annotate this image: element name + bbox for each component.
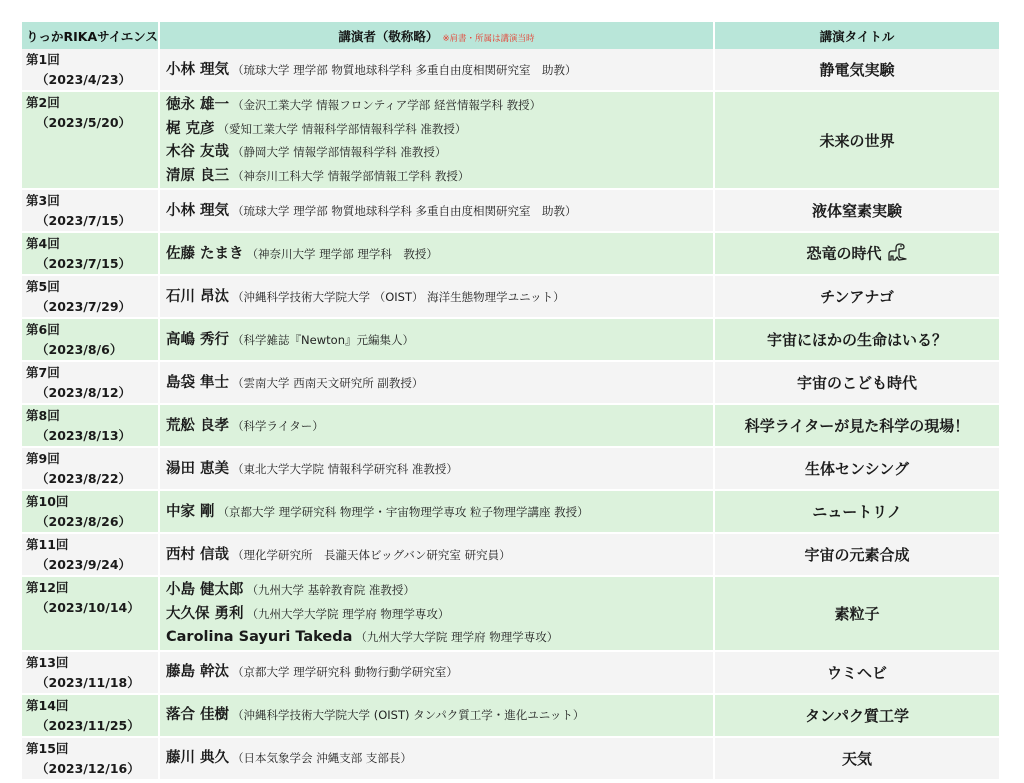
- session-date: （2023/7/15）: [36, 213, 132, 228]
- speaker-affiliation: （金沢工業大学 情報フロンティア学部 経営情報学科 教授）: [232, 98, 542, 112]
- speaker-name: 湯田 恵美: [166, 460, 230, 477]
- lecture-title-cell: [715, 190, 999, 233]
- session-number: 第7回: [26, 365, 60, 380]
- lecture-title: 未来の世界: [819, 131, 895, 150]
- speaker-name: 高嶋 秀行: [166, 331, 230, 348]
- session-date: （2023/12/16）: [36, 760, 140, 776]
- session-date: （2023/5/20）: [36, 115, 132, 130]
- speaker-entry: [166, 242, 713, 266]
- lecture-title-cell: [715, 233, 999, 276]
- session-number: 第9回: [26, 451, 60, 466]
- lecture-title-cell: [715, 491, 999, 534]
- speaker-affiliation: （九州大学大学院 理学府 物理学専攻）: [355, 630, 559, 644]
- lecture-title-cell: [715, 276, 999, 319]
- session-cell: [22, 577, 160, 652]
- session-date: （2023/10/14）: [36, 600, 140, 615]
- session-number: 第8回: [26, 408, 60, 423]
- speakers-cell: [160, 233, 715, 276]
- speaker-affiliation: （琉球大学 理学部 物質地球科学科 多重自由度相関研究室 助教）: [232, 203, 577, 218]
- speaker-name: 木谷 友哉: [166, 144, 230, 160]
- table-row: [22, 233, 999, 276]
- session-number: 第12回: [26, 580, 69, 595]
- speaker-entry: [166, 625, 713, 649]
- lecture-title: チンアナゴ: [820, 288, 894, 306]
- session-cell: [22, 362, 160, 405]
- speaker-affiliation: （静岡大学 情報学部情報科学科 准教授）: [232, 145, 447, 159]
- session-date: （2023/8/12）: [36, 385, 132, 400]
- speaker-name: 中家 剛: [166, 503, 215, 520]
- speaker-name: 大久保 勇利: [166, 605, 244, 622]
- table-row: [22, 491, 999, 534]
- speaker-affiliation: （琉球大学 理学部 物質地球科学科 多重自由度相関研究室 助教）: [232, 62, 577, 77]
- session-cell: [22, 695, 160, 738]
- lecture-title-cell: [715, 319, 999, 362]
- session-cell: [22, 652, 160, 695]
- session-cell: [22, 276, 160, 319]
- lecture-title: 宇宙のこども時代: [796, 374, 917, 392]
- lecture-title: 宇宙の元素合成: [804, 546, 910, 564]
- session-date: （2023/8/13）: [36, 428, 132, 443]
- lecture-title: 科学ライターが見た科学の現場！: [744, 417, 970, 435]
- speaker-affiliation: （科学雑誌『Newton』元編集人）: [232, 332, 414, 347]
- lecture-title-cell: [715, 405, 999, 448]
- speakers-cell: [160, 652, 715, 695]
- lecture-title: 生体センシング: [805, 460, 909, 478]
- speaker-entry: [166, 58, 713, 82]
- speaker-name: 島袋 隼士: [166, 374, 230, 391]
- session-number: 第13回: [26, 654, 69, 670]
- lecture-title: 静電気実験: [819, 61, 895, 79]
- speaker-affiliation: （神奈川大学 理学部 理学科 教授）: [246, 246, 438, 261]
- speaker-name: 清原 良三: [166, 167, 230, 184]
- session-cell: [22, 92, 160, 190]
- speaker-affiliation: （日本気象学会 沖縄支部 支部長）: [232, 751, 412, 766]
- table-row: [22, 190, 999, 233]
- session-number: 第14回: [26, 697, 69, 713]
- session-cell: [22, 49, 160, 92]
- speaker-affiliation: （沖縄科学技術大学院大学 （OIST） 海洋生態物理学ユニット）: [232, 289, 565, 304]
- speaker-name: 梶 克彦: [166, 120, 215, 137]
- table-row: [22, 92, 999, 190]
- session-number: 第1回: [26, 52, 60, 67]
- speakers-cell: [160, 92, 715, 190]
- table-row: [22, 738, 999, 781]
- speaker-affiliation: （科学ライター）: [232, 418, 324, 433]
- lecture-title-cell: [715, 695, 999, 738]
- header-title: 講演タイトル: [715, 22, 999, 49]
- lecture-title: 液体窒素実験: [811, 202, 902, 220]
- speaker-affiliation: （沖縄科学技術大学院大学 (OIST) タンパク質工学・進化ユニット）: [232, 708, 585, 723]
- session-cell: [22, 190, 160, 233]
- table-row: [22, 276, 999, 319]
- header-session: りっかRIKAサイエンス: [22, 22, 160, 49]
- speaker-entry: [166, 140, 713, 164]
- session-cell: [22, 233, 160, 276]
- table-row: [22, 448, 999, 491]
- speaker-entry: [166, 660, 713, 684]
- session-number: 第5回: [26, 279, 60, 294]
- table-row: [22, 362, 999, 405]
- speaker-entry: [166, 164, 713, 188]
- lecture-title: 素粒子: [834, 604, 880, 623]
- speakers-cell: [160, 49, 715, 92]
- speaker-name: 佐藤 たまき: [166, 245, 244, 262]
- session-number: 第10回: [26, 494, 69, 509]
- speaker-name: 西村 信哉: [166, 546, 230, 563]
- speaker-entry: [166, 543, 713, 567]
- lecture-title-cell: [715, 362, 999, 405]
- session-date: （2023/8/6）: [36, 342, 123, 357]
- lecture-title: 恐竜の時代: [806, 244, 882, 262]
- speaker-entry: [166, 746, 713, 770]
- header-row: [22, 22, 999, 49]
- speakers-cell: [160, 491, 715, 534]
- speaker-affiliation: （京都大学 理学研究科 物理学・宇宙物理学専攻 粒子物理学講座 教授）: [217, 504, 589, 519]
- speaker-name: 石川 昂汰: [166, 288, 230, 305]
- speakers-cell: [160, 577, 715, 652]
- session-number: 第4回: [26, 236, 60, 251]
- speaker-entry: [166, 703, 713, 727]
- lecture-title: 宇宙にほかの生命はいる？: [766, 331, 947, 349]
- table-row: [22, 405, 999, 448]
- lecture-title: 天気: [841, 749, 872, 768]
- header-speaker: [160, 22, 715, 49]
- speaker-entry: [166, 117, 713, 141]
- speaker-entry: [166, 285, 713, 309]
- speaker-name: 藤島 幹汰: [166, 664, 230, 681]
- session-cell: [22, 319, 160, 362]
- session-date: （2023/8/26）: [36, 514, 132, 529]
- lecture-title-cell: [715, 652, 999, 695]
- speaker-affiliation: （理化学研究所 長瀧天体ビッグバン研究室 研究員）: [232, 547, 511, 562]
- lecture-title: タンパク質工学: [805, 706, 909, 725]
- speaker-affiliation: （雲南大学 西南天文研究所 副教授）: [232, 375, 424, 390]
- speaker-name: 徳永 雄一: [166, 97, 230, 113]
- speakers-cell: [160, 319, 715, 362]
- speaker-affiliation: （九州大学大学院 理学府 物理学専攻）: [246, 606, 450, 621]
- speaker-affiliation: （神奈川工科大学 情報学部情報工学科 教授）: [232, 168, 470, 183]
- session-number: 第6回: [26, 322, 60, 337]
- session-cell: [22, 534, 160, 577]
- speaker-entry: [166, 457, 713, 481]
- speaker-entry: [166, 199, 713, 223]
- speaker-name: 小林 理気: [166, 202, 230, 219]
- lecture-title-cell: [715, 577, 999, 652]
- lecture-title-cell: [715, 448, 999, 491]
- lecture-title-cell: [715, 92, 999, 190]
- speaker-name: 藤川 典久: [166, 750, 230, 767]
- table-row: [22, 695, 999, 738]
- lecture-title: ウミヘビ: [826, 663, 887, 682]
- session-cell: [22, 491, 160, 534]
- speaker-entry: [166, 93, 713, 117]
- speaker-name: 小林 理気: [166, 61, 230, 78]
- session-date: （2023/9/24）: [36, 557, 132, 572]
- lecture-title-cell: [715, 534, 999, 577]
- speaker-affiliation: （東北大学大学院 情報科学研究科 准教授）: [232, 461, 458, 476]
- speakers-cell: [160, 362, 715, 405]
- header-speaker-label: 講演者（敬称略）: [338, 28, 439, 44]
- speakers-cell: [160, 190, 715, 233]
- speaker-affiliation: （愛知工業大学 情報科学部情報科学科 准教授）: [217, 121, 467, 136]
- speaker-name: Carolina Sayuri Takeda: [166, 629, 353, 645]
- speaker-name: 小島 健太郎: [166, 582, 244, 598]
- speaker-entry: [166, 414, 713, 438]
- session-cell: [22, 405, 160, 448]
- table-row: [22, 577, 999, 652]
- session-date: （2023/8/22）: [36, 471, 132, 486]
- session-date: （2023/11/18）: [36, 674, 140, 690]
- speakers-cell: [160, 738, 715, 781]
- header-speaker-note: ※肩書・所属は講演当時: [442, 33, 535, 44]
- lecture-table: [22, 22, 999, 781]
- dinosaur-icon: [886, 242, 908, 266]
- session-number: 第2回: [26, 95, 60, 110]
- speaker-entry: [166, 371, 713, 395]
- table-row: [22, 319, 999, 362]
- speaker-name: 荒舩 良孝: [166, 417, 230, 434]
- speakers-cell: [160, 695, 715, 738]
- session-date: （2023/7/29）: [36, 299, 132, 314]
- table-row: [22, 49, 999, 92]
- speaker-entry: [166, 500, 713, 524]
- table-row: [22, 652, 999, 695]
- session-number: 第3回: [26, 193, 60, 208]
- session-date: （2023/4/23）: [36, 72, 132, 87]
- table-row: [22, 534, 999, 577]
- session-cell: [22, 448, 160, 491]
- speakers-cell: [160, 405, 715, 448]
- session-number: 第15回: [26, 740, 69, 756]
- speaker-name: 落合 佳樹: [166, 707, 230, 724]
- session-date: （2023/7/15）: [36, 256, 132, 271]
- speaker-entry: [166, 602, 713, 626]
- lecture-title-cell: [715, 49, 999, 92]
- lecture-title-cell: [715, 738, 999, 781]
- session-number: 第11回: [26, 537, 69, 552]
- speaker-affiliation: （京都大学 理学研究科 動物行動学研究室）: [232, 665, 458, 680]
- speakers-cell: [160, 448, 715, 491]
- lecture-title: ニュートリノ: [812, 503, 902, 521]
- speaker-entry: [166, 578, 713, 602]
- session-date: （2023/11/25）: [36, 717, 140, 733]
- session-cell: [22, 738, 160, 781]
- speaker-entry: [166, 328, 713, 352]
- speaker-affiliation: （九州大学 基幹教育院 准教授）: [246, 583, 415, 597]
- speakers-cell: [160, 534, 715, 577]
- speakers-cell: [160, 276, 715, 319]
